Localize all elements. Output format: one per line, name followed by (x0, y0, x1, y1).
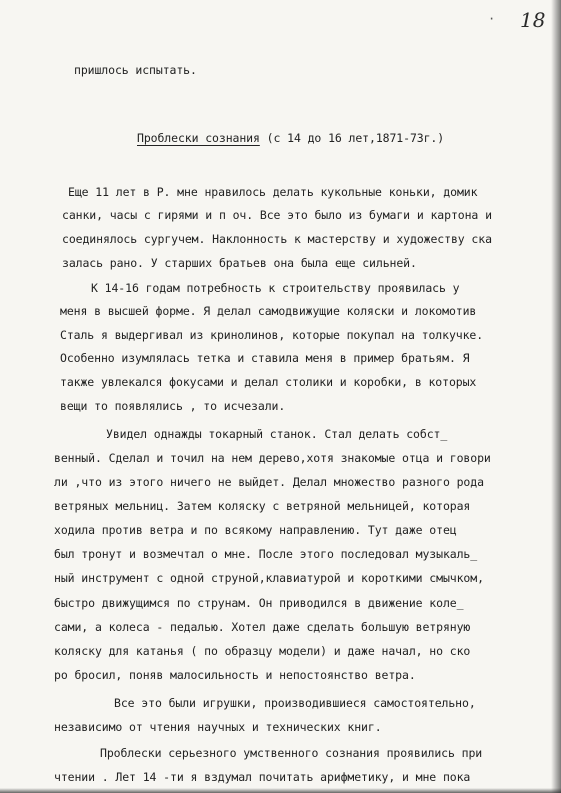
page-number: 18 (520, 8, 546, 32)
section-heading (137, 131, 444, 145)
text-line: венный. Сделал и точил на нем дерево,хотя знакомые отца и говори (54, 451, 491, 465)
text-line: Еще 11 лет в Р. мне нравилось делать кукольные коньки, домик (68, 185, 478, 199)
section-heading-title: Проблески сознания (137, 131, 260, 145)
text-line: ветряных мельниц. Затем коляску с ветряной мельницей, которая (54, 499, 471, 513)
text-line: сами, а колеса - педалью. Хотел даже сделать большую ветряную (54, 620, 471, 634)
section-heading-subtitle: (с 14 до 16 лет,1871-73г.) (266, 131, 445, 145)
text-line: независимо от чтения научных и технических книг. (54, 720, 382, 734)
text-line: вещи то появлялись , то исчезали. (60, 399, 286, 413)
text-line: ли ,что из этого ничего не выйдет. Делал множество разного рода (54, 475, 484, 489)
text-line: Особенно изумлялась тетка и ставила меня в пример братьям. Я (60, 351, 470, 365)
text-line: залась рано. У старших братьев она была еще сильней. (62, 256, 417, 270)
text-line: Сталь я выдергивал из кринолинов, которые покупал на толкучке. (60, 328, 484, 342)
page-bottom-shadow (0, 788, 561, 793)
opening-line: пришлось испытать. (74, 63, 197, 77)
text-line: также увлекался фокусами и делал столики и коробки, в которых (60, 375, 477, 389)
text-line: ходила против ветра и по всякому направлению. Тут даже отец (54, 523, 457, 537)
text-line: Проблески серьезного умственного сознания проявились при (100, 746, 483, 760)
page-edge-shadow (551, 0, 561, 793)
text-line: ро бросил, поняв малосильность и непостоянство ветра. (54, 668, 416, 682)
text-line: меня в высшей форме. Я делал самодвижущие коляски и локомотив (60, 304, 477, 318)
text-line: коляску для катанья ( по образцу модели) и даже начал, но ско (54, 644, 471, 658)
text-line: Увидел однажды токарный станок. Стал делать собст_ (106, 427, 448, 441)
text-line: Все это были игрушки, производившиеся самостоятельно, (114, 696, 476, 710)
text-line: быстро движущимся по струнам. Он приводился в движение коле_ (54, 596, 464, 610)
text-line: был тронут и возмечтал о мне. После этого последовал музыкаль_ (54, 547, 478, 561)
text-line: ный инструмент с одной струной,клавиатурой и короткими смычком, (54, 571, 484, 585)
text-line: соединялось сургучем. Наклонность к мастерству и художеству ска (62, 232, 492, 246)
text-line: чтении . Лет 14 -ти я вздумал почитать арифметику, и мне пока (54, 770, 471, 784)
text-line: санки, часы с гирями и п оч. Все это было из бумаги и картона и (62, 208, 492, 222)
corner-mark: · (488, 12, 496, 26)
text-line: К 14-16 годам потребность к строительству проявилась у (91, 281, 460, 295)
